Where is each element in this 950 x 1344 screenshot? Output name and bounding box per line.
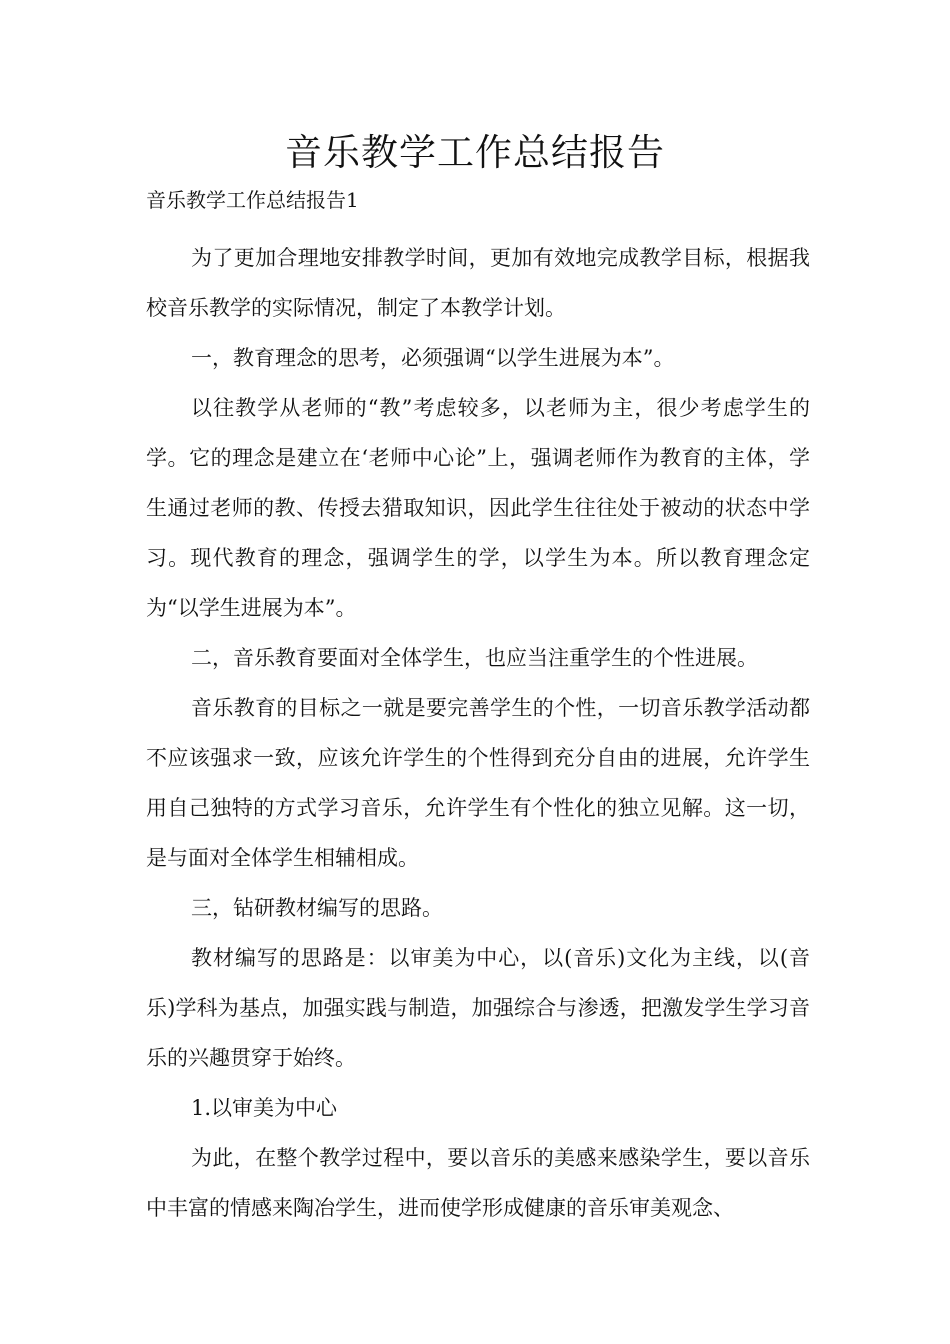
paragraph-individuality: 音乐教育的目标之一就是要完善学生的个性，一切音乐教学活动都不应该强求一致，应该允许学生的个性得到充分自由的进展，允许学生用自己独特的方式学习音乐，允许学生有个性化的独立见解。这一切，是与面对全体学生相辅相成。 [146, 696, 810, 870]
paragraph-heading-3: 三，钻研教材编写的思路。 [191, 896, 443, 920]
paragraph-subheading-1: 1.以审美为中心 [191, 1096, 338, 1120]
report-subtitle: 音乐教学工作总结报告1 [146, 188, 359, 212]
paragraph-teaching-concept: 以往教学从老师的“教”考虑较多，以老师为主，很少考虑学生的学。它的理念是建立在‘老师中心论”上，强调老师作为教育的主体，学生通过老师的教、传授去猎取知识，因此学生往往处于被动的状态中学习。现代教育的理念，强调学生的学，以学生为本。所以教育理念定为“以学生进展为本”。 [146, 396, 810, 620]
paragraph-intro: 为了更加合理地安排教学时间，更加有效地完成教学目标，根据我校音乐教学的实际情况，制定了本教学计划。 [146, 246, 810, 320]
document-title: 音乐教学工作总结报告 [285, 131, 665, 174]
paragraph-heading-2: 二，音乐教育要面对全体学生，也应当注重学生的个性进展。 [191, 646, 758, 670]
document-body [146, 233, 810, 1233]
paragraph-aesthetic: 为此，在整个教学过程中，要以音乐的美感来感染学生，要以音乐中丰富的情感来陶冶学生，进而使学形成健康的音乐审美观念、 [146, 1146, 810, 1220]
paragraph-heading-1: 一，教育理念的思考，必须强调“以学生进展为本”。 [191, 346, 675, 370]
paragraph-textbook-approach: 教材编写的思路是：以审美为中心，以(音乐)文化为主线，以(音乐)学科为基点，加强实践与制造，加强综合与渗透，把激发学生学习音乐的兴趣贯穿于始终。 [146, 946, 810, 1070]
